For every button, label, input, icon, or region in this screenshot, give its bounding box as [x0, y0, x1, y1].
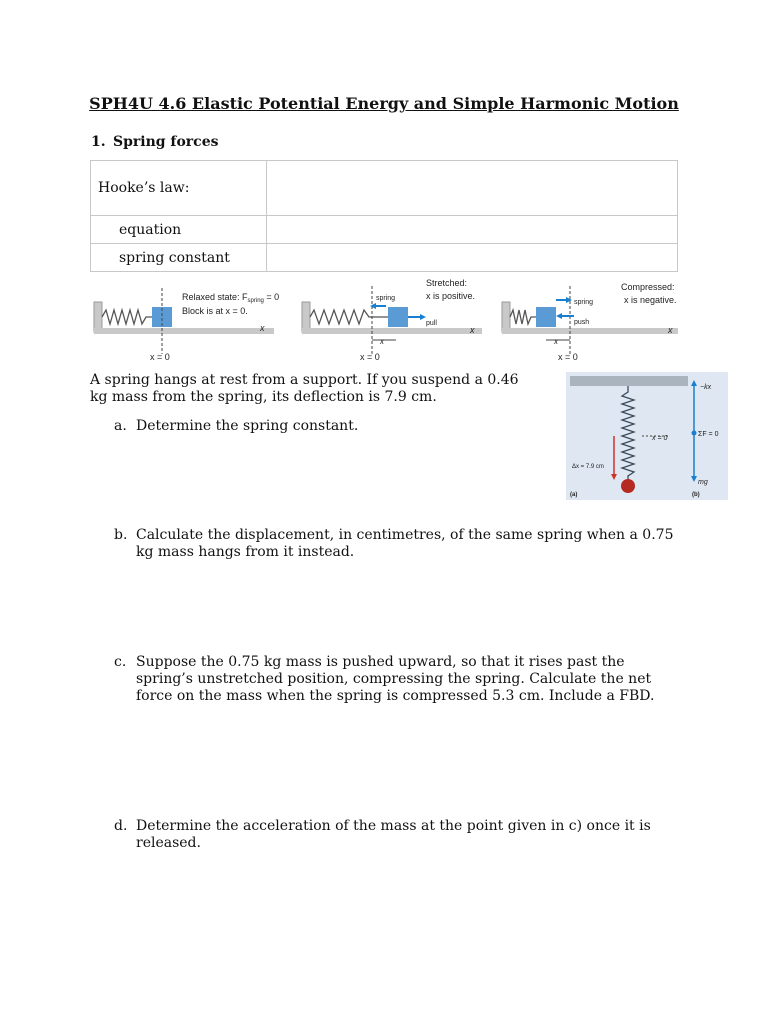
equation-label: equation [91, 216, 267, 244]
displacement-marker: x [554, 337, 558, 346]
displacement-marker: x [380, 337, 384, 346]
stretched-panel [302, 278, 482, 362]
push-force-label: push [574, 319, 590, 326]
panel-a-label: (a) [570, 492, 578, 498]
section-heading [91, 134, 219, 150]
question-text: Calculate the displacement, in centimetres, of the same spring when a 0.75 kg mass hangs from it instead. [136, 527, 674, 560]
fbd-point [692, 431, 697, 436]
block [388, 307, 408, 327]
spring-force-label: spring [574, 299, 594, 306]
hookes-law-answer-cell[interactable] [267, 161, 678, 216]
sum-f-label: ΣF = 0 [698, 431, 719, 438]
deflection-label: Δx = 7.9 cm [572, 464, 604, 470]
relaxed-label-1: Relaxed state: $F_{spring} = 0$ [182, 292, 280, 304]
panel-b-label: (b) [692, 492, 700, 498]
spring-states-figure [90, 276, 680, 368]
hookes-law-label: Hooke’s law: [91, 161, 267, 216]
push-force-arrow [556, 313, 562, 319]
spring-coil [102, 310, 152, 324]
relaxed-panel [94, 288, 279, 362]
x-zero-label: x = 0 [652, 435, 668, 442]
table-row [91, 216, 678, 244]
question-text: Suppose the 0.75 kg mass is pushed upward, so that it rises past the spring’s unstretched position, compressing the spring. Calculate the net force on the mass when the spring is compressed 5.3 cm. Include a FBD. [136, 654, 655, 704]
spring-force-arrow [566, 297, 572, 303]
question-letter: c. [114, 654, 127, 670]
axis-x-label: x [668, 325, 673, 335]
equation-answer-cell[interactable] [267, 216, 678, 244]
block [536, 307, 556, 327]
hanging-spring-figure [566, 372, 728, 500]
spring-constant-label: spring constant [91, 244, 267, 272]
mg-label: mg [698, 479, 708, 486]
table-row [91, 244, 678, 272]
zero-label: x = 0 [360, 352, 380, 362]
question-letter: a. [114, 418, 127, 434]
neg-kx-label: −kx [700, 384, 712, 391]
spring-constant-answer-cell[interactable] [267, 244, 678, 272]
stretched-label-1: Stretched: [426, 278, 468, 288]
section-number: 1. [91, 134, 106, 150]
spring-coil [510, 310, 536, 324]
compressed-label-1: Compressed: [621, 282, 675, 292]
section-title: Spring forces [113, 134, 219, 150]
question-text: Determine the spring constant. [136, 418, 359, 434]
page-title: SPH4U 4.6 Elastic Potential Energy and Simple Harmonic Motion [89, 94, 679, 113]
relaxed-label-2: Block is at x = 0. [182, 306, 248, 316]
question-letter: b. [114, 527, 128, 543]
axis-x-label: x [260, 323, 265, 333]
compressed-panel [502, 282, 678, 362]
mass-ball [621, 479, 635, 493]
zero-label: x = 0 [150, 352, 170, 362]
axis-x-label: x [470, 325, 475, 335]
stretched-label-2: x is positive. [426, 291, 476, 301]
table-row [91, 161, 678, 216]
spring-coil [310, 310, 388, 324]
spring-force-arrow [370, 303, 376, 309]
hookes-law-table [90, 160, 678, 272]
question-text: Determine the acceleration of the mass at the point given in c) once it is released. [136, 818, 651, 851]
ceiling-support [570, 376, 688, 386]
question-letter: d. [114, 818, 128, 834]
compressed-label-2: x is negative. [624, 295, 677, 305]
spring-force-label: spring [376, 295, 396, 302]
zero-label: x = 0 [558, 352, 578, 362]
pull-force-label: pull [426, 320, 437, 327]
problem-paragraph: A spring hangs at rest from a support. If you suspend a 0.46 kg mass from the spring, its deflection is 7.9 cm. [90, 372, 519, 405]
